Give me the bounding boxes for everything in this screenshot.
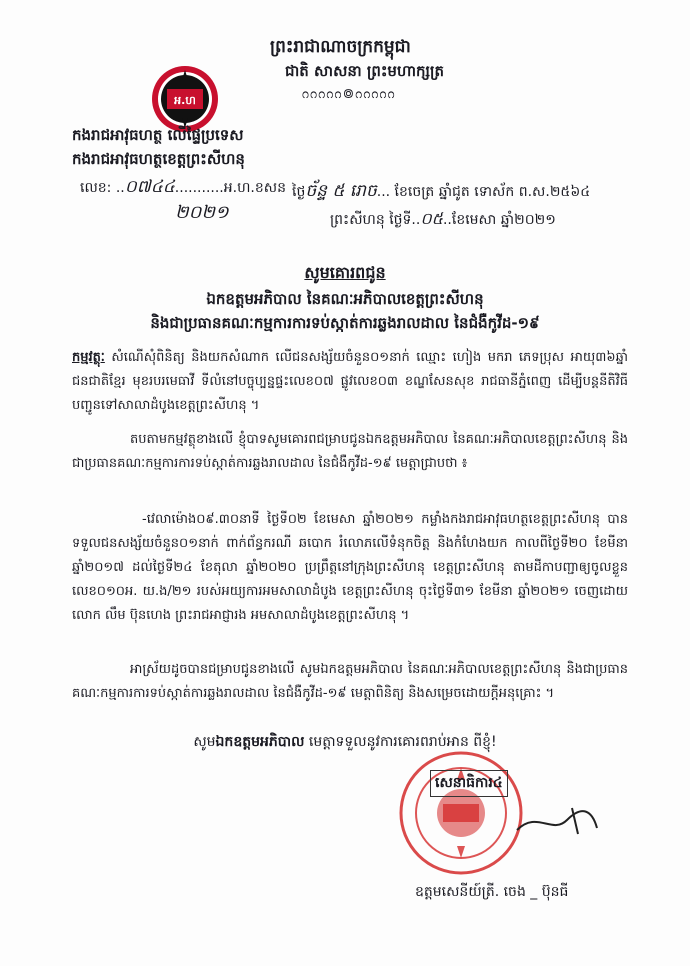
kingdom-title: ព្រះរាជាណាចក្រកម្ពុជា [270,37,411,57]
lunar-date [292,180,590,205]
closing-a: សូម [193,734,216,750]
respectfully-to-heading: សូមគោរពជូន [304,263,386,282]
body-paragraph-2: តបតាមកម្មវត្ថុខាងលើ ខ្ញុំបាទសូមគោរពជម្រាបជូនឯកឧត្តមអភិបាល នៃគណៈអភិបាលខេត្តព្រះសីហនុ និងជាប្រធានគណៈកម្មការការទប់ស្កាត់ការឆ្លងរាលដាល នៃជំងឺកូវីដ-១៩ មេត្តាជ្រាបថា ៖ [72,432,628,471]
national-motto: ជាតិ សាសនា ព្រះមហាក្សត្រ [285,62,444,80]
lunar-prefix: ថ្ងៃ [292,184,306,200]
lunar-handwritten: ច័ន្ទ ៥ រោច [305,181,377,201]
org-line-2: កងរាជអាវុធហត្ថខេត្តព្រះសីហនុ [72,150,245,168]
closing-b: ឯកឧត្តមអភិបាល [215,734,305,750]
ref-prefix: លេខ: .. [80,180,125,196]
org-line-1: កងរាជអាវុធហត្ថ លើផ្ទៃប្រទេស [72,126,244,144]
body-paragraph-3: -វេលាម៉ោង០៩.៣០នាទី ថ្ងៃទី០២ ខែមេសា ឆ្នាំ២០២១ កម្លាំងកងរាជអាវុធហត្ថខេត្តព្រះសីហនុ បានទទួលជនសង្ស័យចំនួន០១នាក់ ពាក់ព័ន្ធករណី ឆបោក រំលោភលើទំនុកចិត្ត និងកំហែងយក កាលពីថ្ងៃទី២០ ខែមីនា ឆ្នាំ២០១៧ ដល់ថ្ងៃទី២៤ ខែតុលា ឆ្នាំ២០២០ ប្រព្រឹត្តនៅក្រុងព្រះសីហនុ ខេត្តព្រះសីហនុ តាមដីកាបញ្ជាឲ្យចូលខ្លួន លេខ០១០អ. យ.ង/២១ របស់អយ្យការអមសាលាដំបូង ខេត្តព្រះសីហនុ ចុះថ្ងៃទី៣១ ខែមីនា ឆ្នាំ២០២១ ចេញដោយលោក លឹម ប៊ុនហេង ព្រះរាជអាជ្ញារង អមសាលាដំបូងខេត្តព្រះសីហនុ ។ [72,512,628,623]
signatory-name: ឧត្តមសេនីយ៍ត្រី. ចេង _ ប៊ុនធី [415,884,569,900]
body-paragraph-4: អាស្រ័យដូចបានជម្រាបជូនខាងលើ សូមឯកឧត្តមអភិបាល នៃគណៈអភិបាលខេត្តព្រះសីហនុ និងជាប្រធានគណៈកម្មការការទប់ស្កាត់ការឆ្លងរាលដាល នៃជំងឺកូវីដ-១៩ មេត្តាពិនិត្យ និងសម្រេចដោយក្តីអនុគ្រោះ ។ [72,662,628,701]
closing-line [0,732,690,753]
logo-text: អ.ហ [174,94,196,107]
gendarmerie-logo [150,64,220,134]
subject-label: កម្មវត្ថុៈ [72,350,105,365]
subject-paragraph [72,346,628,418]
lunar-rest: ... ខែចេត្រ ឆ្នាំជូត ទោស័ក ព.ស.២៥៦៤ [376,184,591,200]
solar-prefix: ព្រះសីហនុ ថ្ងៃទី.. [330,212,421,228]
handwritten-signature [512,800,602,840]
official-seal [398,750,524,876]
closing-c: មេត្តាទទួលនូវការគោរពរាប់អាន ពីខ្ញុំ! [304,734,497,750]
solar-date [330,208,556,232]
solar-rest: ..ខែមេសា ឆ្នាំ២០២១ [442,212,556,228]
ornament-line: ᦅᦅᦅᦅᦅ៙ᦅᦅᦅᦅᦅ [302,86,396,102]
signatory-title: សេនាធិការ៤ [430,770,508,797]
solar-handwritten-day: ០៥ [420,209,443,228]
ref-handwritten-number: ០៧៤៤ [124,177,175,197]
ref-handwritten-year: ២០២១ [175,202,229,223]
reference-number [80,176,286,201]
subject-text: សំណើសុំពិនិត្យ និងយកសំណាក លើជនសង្ស័យចំនួន០១នាក់ ឈ្មោះ ហៀង មករា ភេទប្រុស អាយុ៣៦ឆ្នាំ ជនជាតិខ្មែរ មុខរបរមេធាវី ទីលំនៅបច្ចុប្បន្នផ្ទះលេខ០៧ ផ្លូវលេខ០៣ ខណ្ឌសែនសុខ រាជធានីភ្នំពេញ ដើម្បីបន្តនីតិវិធី បញ្ជូនទៅសាលាដំបូងខេត្តព្រះសីហនុ ។ [72,350,628,413]
ref-suffix: អ.ហ.ខសន [223,180,286,196]
recipient-line-1: ឯកឧត្តមអភិបាល នៃគណៈអភិបាលខេត្តព្រះសីហនុ [206,290,484,308]
ref-dots: ........... [174,180,224,196]
recipient-line-2: និងជាប្រធានគណៈកម្មការការទប់ស្កាត់ការឆ្លងរាលដាល នៃជំងឺកូវីដ-១៩ [150,314,540,332]
